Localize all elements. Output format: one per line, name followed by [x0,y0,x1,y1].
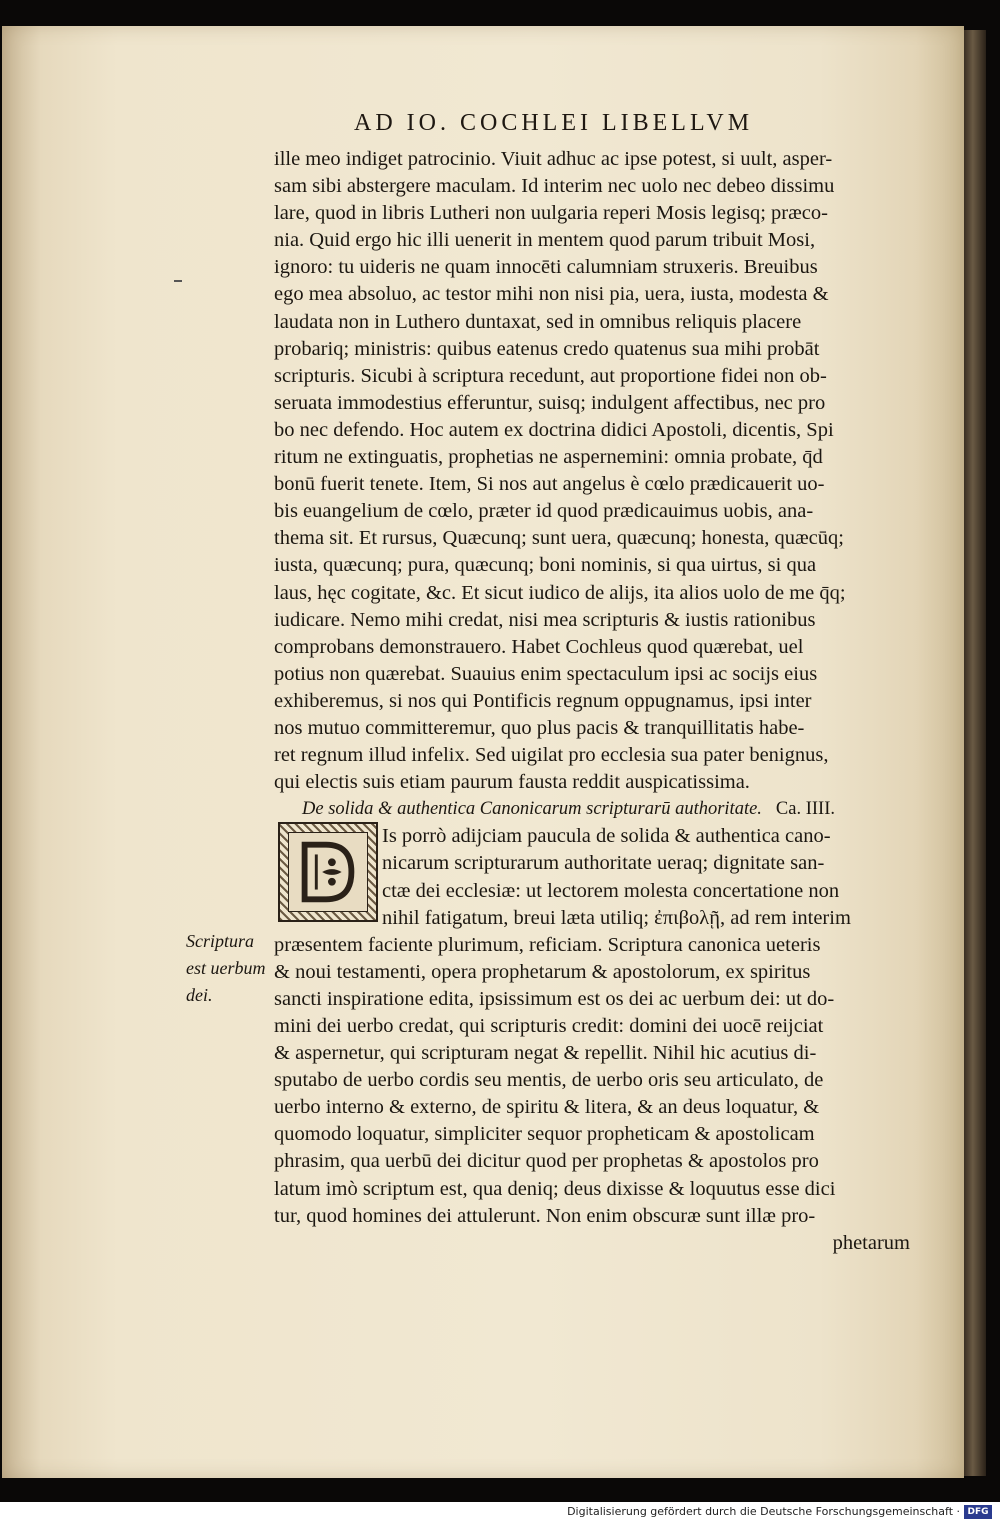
chapter-number: Ca. IIII. [775,799,835,820]
text-line: nia. Quid ergo hic illi uenerit in mentem quod parum tribuit Mosi, [274,229,816,252]
text-line: Is porrò adijciam paucula de solida & authentica cano- [382,825,831,848]
text-line: sancti inspiratione edita, ipsissimum est os dei ac uerbum dei: ut do- [274,987,835,1010]
text-line: bo nec defendo. Hoc autem ex doctrina didici Apostoli, dicentis, Spi [274,418,834,441]
text-line: ctæ dei ecclesiæ: ut lectorem molesta concertatione non [382,879,840,902]
marginal-note [186,928,276,1009]
text-line: ritum ne extinguatis, prophetias ne aspernemini: omnia probate, q̄d [274,446,823,469]
dfg-logo-icon: DFG [964,1505,992,1519]
footer-credit: Digitalisierung gefördert durch die Deutsche Forschungsgemeinschaft · [567,1505,960,1518]
text-line: bonū fuerit tenete. Item, Si nos aut angelus è cœlo prædicauerit uo- [274,473,825,496]
text-line: ret regnum illud infelix. Sed uigilat pro ecclesia sua pater benignus, [274,744,829,767]
text-line: nihil fatigatum, breui læta utiliq; ἐπιβολῇ, ad rem interim [382,906,851,929]
text-line: uerbo interno & externo, de spiritu & litera, & an deus loquatur, & [274,1096,820,1119]
text-line: lare, quod in libris Lutheri non uulgaria reperi Mosis legisq; præco- [274,202,828,225]
body-text [274,146,916,1257]
marginal-note-line: dei. [186,985,213,1006]
text-line: probariq; ministris: quibus eatenus credo quatenus sua mihi probāt [274,337,820,360]
ornament-icon [289,833,367,911]
text-line: phrasim, qua uerbū dei dicitur quod per prophetas & apostolos pro [274,1150,819,1173]
text-line: iudicare. Nemo mihi credat, nisi mea scripturis & iustis rationibus [274,608,816,631]
text-line: exhiberemus, si nos qui Pontificis regnum oppugnamus, ipsi inter [274,689,812,712]
chapter-heading [274,796,916,823]
text-line: & aspernetur, qui scripturam negat & repellit. Nihil hic acutius di- [274,1042,817,1065]
text-line: præsentem faciente plurimum, reficiam. Scriptura canonica ueteris [274,933,821,956]
text-block-bottom [274,932,916,1230]
text-line: potius non quærebat. Suauius enim spectaculum ipsi ac socijs eius [274,662,818,685]
text-line: comprobans demonstrauero. Habet Cochleus quod quærebat, uel [274,635,804,658]
text-line: scripturis. Sicubi à scriptura recedunt, aut proportione fidei non ob- [274,364,827,387]
text-line: laus, hęc cogitate, &c. Et sicut iudico de alijs, ita alios uolo de me q̄q; [274,581,846,604]
text-line: tur, quod homines dei attulerunt. Non enim obscuræ sunt illæ pro- [274,1204,816,1227]
chapter-title: De solida & authentica Canonicarum scripturarū authoritate. [302,799,762,820]
decorated-initial-d [278,822,378,922]
text-line: ille meo indiget patrocinio. Viuit adhuc ac ipse potest, si uult, asper- [274,148,833,170]
text-line: laudata non in Luthero duntaxat, sed in omnibus reliquis placere [274,310,802,333]
text-line: thema sit. Et rursus, Quæcunq; sunt uera, quæcunq; honesta, quæcūq; [274,527,844,550]
text-line: bis euangelium de cœlo, præter id quod prædicauimus uobis, ana- [274,500,814,523]
text-line: quomodo loquatur, simpliciter sequor propheticam & apostolicam [274,1123,815,1146]
text-block-top [274,146,916,796]
text-line: mini dei uerbo credat, qui scripturis credit: domini dei uocē reijciat [274,1015,824,1037]
running-head: AD IO. COCHLEI LIBELLVM [354,110,754,136]
text-line: & noui testamenti, opera prophetarum & apostolorum, ex spiritus [274,960,811,983]
text-line: iusta, quæcunq; pura, quæcunq; boni nominis, si qua uirtus, si qua [274,554,817,577]
catchword: phetarum [832,1231,910,1254]
text-line: latum imò scriptum est, qua deniq; deus dixisse & loquutus esse dici [274,1177,836,1200]
page-edge [964,30,986,1476]
text-line: sputabo de uerbo cordis seu mentis, de uerbo oris seu articulato, de [274,1069,824,1092]
text-line: seruata immodestius efferuntur, suisq; indulgent affectibus, nec pro [274,391,826,414]
marginal-note-line: est uerbum [186,958,266,979]
margin-mark [174,280,182,282]
text-line: nos mutuo committeremur, quo plus pacis & tranquillitatis habe- [274,716,805,739]
footer-bar [0,1502,1000,1523]
text-line: nicarum scripturarum authoritate ueraq; dignitate san- [382,852,825,875]
text-line: qui electis suis etiam paurum fausta reddit auspicatissima. [274,771,750,794]
text-line: ignoro: tu uideris ne quam innocēti calumniam struxeris. Breuibus [274,256,818,279]
text-line: sam sibi abstergere maculam. Id interim nec uolo nec debeo dissimu [274,175,835,198]
text-line: ego mea absoluo, ac testor mihi non nisi pia, uera, iusta, modesta & [274,283,829,306]
marginal-note-line: Scriptura [186,931,255,951]
